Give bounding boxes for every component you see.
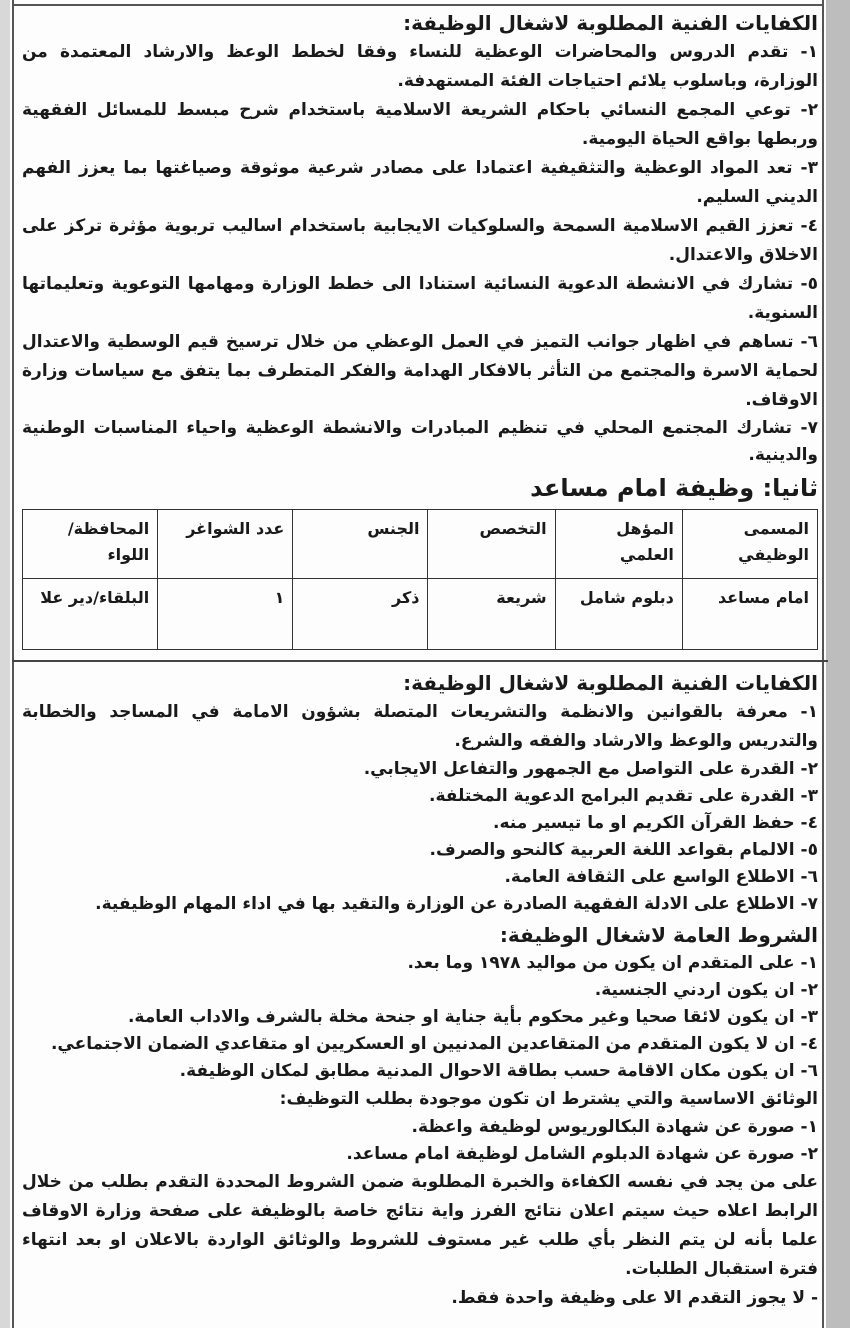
job-table-row (23, 579, 818, 650)
section4-item-5: ٦- ان يكون مكان الاقامة حسب بطاقة الاحوال المدنية مطابق لمكان الوظيفة. (179, 1061, 818, 1081)
section3-item-6: ٦- الاطلاع الواسع على الثقافة العامة. (504, 867, 818, 887)
documents-item-2: ٢- صورة عن شهادة الدبلوم الشامل لوظيفة امام مساعد. (346, 1144, 818, 1164)
section4-heading: الشروط العامة لاشغال الوظيفة: (499, 923, 818, 947)
border-line-right (822, 0, 824, 1328)
header-qualification: المؤهل العلمي (555, 510, 682, 579)
section4-item-4: ٤- ان لا يكون المتقدم من المتقاعدين المدنيين او العسكريين او متقاعدي الضمان الاجتماعي. (50, 1034, 818, 1054)
cell-vacancies: ١ (158, 579, 293, 650)
section4-item-3: ٣- ان يكون لائقا صحيا وغير محكوم بأية جناية او جنحة مخلة بالشرف والاداب العامة. (127, 1007, 818, 1027)
section4-item-2: ٢- ان يكون اردني الجنسية. (594, 980, 818, 1000)
final-note: - لا يجوز التقدم الا على وظيفة واحدة فقط. (451, 1288, 818, 1308)
section1-heading: الكفايات الفنية المطلوبة لاشغال الوظيفة: (403, 11, 818, 35)
header-governorate: المحافظة/ اللواء (23, 510, 158, 579)
header-specialization: التخصص (428, 510, 555, 579)
cell-qualification: دبلوم شامل (555, 579, 682, 650)
section4-item-1: ١- على المتقدم ان يكون من مواليد ١٩٧٨ وما بعد. (407, 953, 818, 973)
cell-job-title: امام مساعد (682, 579, 817, 650)
closing-paragraph: على من يجد في نفسه الكفاءة والخبرة المطلوبة ضمن الشروط المحددة التقدم بطلب من خلال الرابط اعلاه حيث سيتم اعلان نتائج الفرز واية نتائج خاصة بالوظيفة على صفحة وزارة الاوقاف علما بأنه لن يتم النظر بأي طلب غير مستوف للشروط والوثائق الواردة بالاعلان او بعد انتهاء فترة استقبال الطلبات. (22, 1172, 818, 1279)
documents-item-1: ١- صورة عن شهادة البكالوريوس لوظيفة واعظة. (411, 1117, 818, 1137)
section3-item-4: ٤- حفظ القرآن الكريم او ما تيسير منه. (493, 813, 818, 833)
cell-governorate: البلقاء/دير علا (23, 579, 158, 650)
scan-margin-right (826, 0, 850, 1328)
section1-item-2: ٢- توعي المجمع النسائي باحكام الشريعة الاسلامية باستخدام شرح مبسط للمسائل الفقهية وربطها بواقع الحياة اليومية. (22, 100, 818, 149)
section2-heading: ثانيا: وظيفة امام مساعد (530, 474, 818, 502)
section-divider (12, 660, 828, 662)
section1-item-1: ١- تقدم الدروس والمحاضرات الوعظية للنساء وفقا لخطط الوعظ والارشاد المعتمدة من الوزارة، وباسلوب يلائم احتياجات الفئة المستهدفة. (22, 42, 818, 91)
cell-gender: ذكر (293, 579, 428, 650)
header-vacancies: عدد الشواغر (158, 510, 293, 579)
document-content (22, 6, 818, 1313)
border-line-left (12, 0, 14, 1328)
section1-item-3: ٣- تعد المواد الوعظية والتثقيفية اعتمادا على مصادر شرعية موثوقة وصياغتها بما يعزز الفهم الديني السليم. (22, 158, 818, 207)
section3-item-5: ٥- الالمام بقواعد اللغة العربية كالنحو والصرف. (429, 840, 818, 860)
section1-item-4: ٤- تعزز القيم الاسلامية السمحة والسلوكيات الايجابية باستخدام اساليب تربوية مؤثرة تركز على الاخلاق والاعتدال. (22, 216, 818, 265)
section1-item-6: ٦- تساهم في اظهار جوانب التميز في العمل الوعظي من خلال ترسيخ قيم الوسطية والاعتدال لحماية الاسرة والمجتمع من التأثر بالافكار الهدامة والفكر المتطرف بما يتفق مع سياسات وزارة الاوقاف. (22, 332, 818, 410)
job-table (22, 509, 818, 650)
section3-item-7: ٧- الاطلاع على الادلة الفقهية الصادرة عن الوزارة والتقيد بها في اداء المهام الوظيفية. (95, 894, 818, 914)
section3-heading: الكفايات الفنية المطلوبة لاشغال الوظيفة: (403, 671, 818, 695)
section3-item-2: ٢- القدرة على التواصل مع الجمهور والتفاعل الايجابي. (363, 759, 818, 779)
scan-margin-left (0, 0, 10, 1328)
section3-item-3: ٣- القدرة على تقديم البرامج الدعوية المختلفة. (428, 786, 818, 806)
documents-intro: الوثائق الاساسية والتي يشترط ان تكون موجودة بطلب التوظيف: (279, 1089, 818, 1109)
header-gender: الجنس (293, 510, 428, 579)
header-job-title: المسمى الوظيفي (682, 510, 817, 579)
job-table-header-row (23, 510, 818, 579)
cell-specialization: شريعة (428, 579, 555, 650)
section1-item-7: ٧- تشارك المجتمع المحلي في تنظيم المبادرات والانشطة الوعظية واحياء المناسبات الوطنية والدينية. (22, 418, 818, 465)
section3-item-1: ١- معرفة بالقوانين والانظمة والتشريعات المتصلة بشؤون الامامة في المساجد والخطابة والتدريس والوعظ والارشاد والفقه والشرع. (22, 702, 818, 751)
section1-item-5: ٥- تشارك في الانشطة الدعوية النسائية استنادا الى خطط الوزارة ومهامها التوعوية وتعليماتها السنوية. (22, 274, 818, 323)
